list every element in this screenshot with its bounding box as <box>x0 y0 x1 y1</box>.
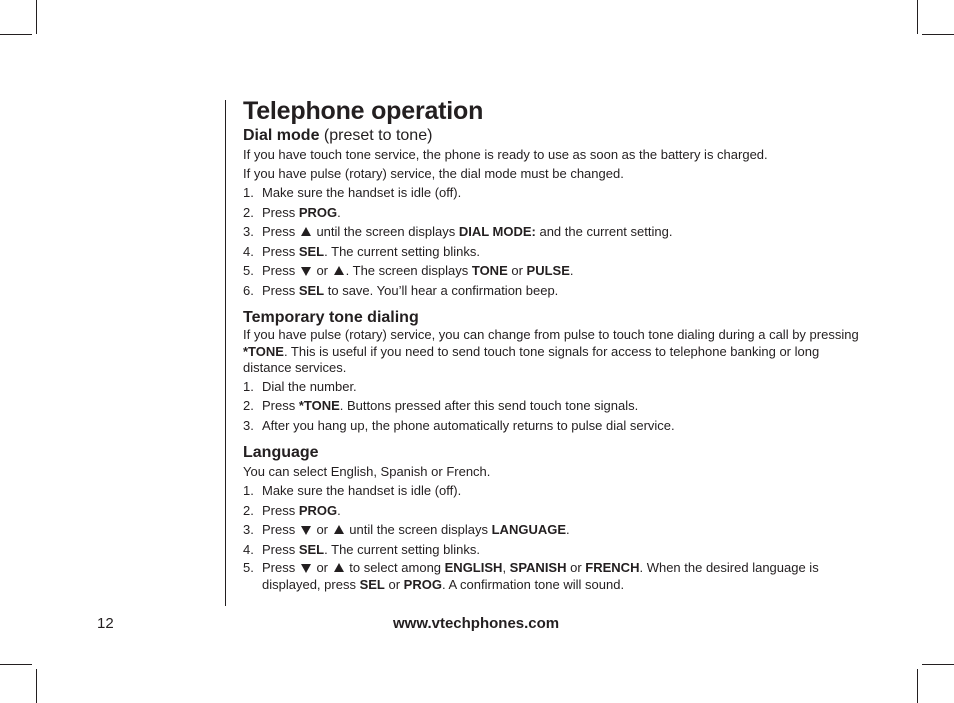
page-title: Telephone operation <box>243 97 484 125</box>
list-item: 1. Dial the number. <box>243 378 357 394</box>
list-item: 4. Press SEL. The current setting blinks. <box>243 541 480 557</box>
list-item: 3. Press or until the screen displays LANGUAGE. <box>243 522 570 537</box>
list-item: 2. Press PROG. <box>243 204 341 220</box>
language-steps <box>243 481 868 593</box>
up-arrow-icon <box>334 563 344 572</box>
list-item: 1. Make sure the handset is idle (off). <box>243 483 462 498</box>
temporary-tone-section <box>243 308 868 435</box>
page-content <box>243 96 868 593</box>
list-item: 4. Press SEL. The current setting blinks. <box>243 243 480 259</box>
list-item: 5. Press or . The screen displays TONE or PULSE. <box>243 263 574 278</box>
language-section <box>243 443 868 593</box>
dial-mode-steps <box>243 183 868 300</box>
dial-mode-section <box>243 126 868 300</box>
up-arrow-icon <box>334 525 344 534</box>
footer-url: www.vtechphones.com <box>393 615 560 632</box>
list-item: 3. Press until the screen displays DIAL MODE: and the current setting. <box>243 224 673 239</box>
dial-mode-paragraph: If you have pulse (rotary) service, the dial mode must be changed. <box>243 166 624 181</box>
language-paragraph: You can select English, Spanish or French. <box>243 464 491 479</box>
down-arrow-icon <box>301 564 311 573</box>
list-item: 2. Press PROG. <box>243 502 341 518</box>
dial-mode-heading-suffix: (preset to tone) <box>323 127 433 144</box>
temporary-tone-paragraph: If you have pulse (rotary) service, you can change from pulse to touch tone dialing during a call by pressing *TONE. This is useful if you need to send touch tone signals for access to telephone banking or long distance services. <box>243 327 859 375</box>
crop-mark <box>917 669 918 703</box>
up-arrow-icon <box>334 266 344 275</box>
up-arrow-icon <box>301 227 311 236</box>
list-item: 2. Press *TONE. Buttons pressed after this send touch tone signals. <box>243 398 639 413</box>
crop-mark <box>922 34 954 35</box>
temporary-tone-heading: Temporary tone dialing <box>243 309 419 326</box>
margin-rule <box>225 100 226 606</box>
crop-mark <box>0 664 32 665</box>
down-arrow-icon <box>301 267 311 276</box>
dial-mode-paragraph: If you have touch tone service, the phone is ready to use as soon as the battery is charged. <box>243 147 768 162</box>
crop-mark <box>0 34 32 35</box>
language-heading: Language <box>243 444 319 461</box>
list-item: 1. Make sure the handset is idle (off). <box>243 185 462 200</box>
list-item: 5. Press or to select among ENGLISH, SPANISH or FRENCH. When the desired language is displayed, press SEL or PROG. A confirmation tone will sound. <box>243 560 819 592</box>
down-arrow-icon <box>301 526 311 535</box>
crop-mark <box>917 0 918 34</box>
temporary-tone-steps <box>243 377 868 436</box>
page-number: 12 <box>97 615 114 632</box>
dial-mode-heading: Dial mode (preset to tone) <box>243 127 433 144</box>
list-item: 6. Press SEL to save. You’ll hear a confirmation beep. <box>243 282 559 298</box>
list-item: 3. After you hang up, the phone automatically returns to pulse dial service. <box>243 417 675 433</box>
crop-mark <box>922 664 954 665</box>
crop-mark <box>36 0 37 34</box>
crop-mark <box>36 669 37 703</box>
